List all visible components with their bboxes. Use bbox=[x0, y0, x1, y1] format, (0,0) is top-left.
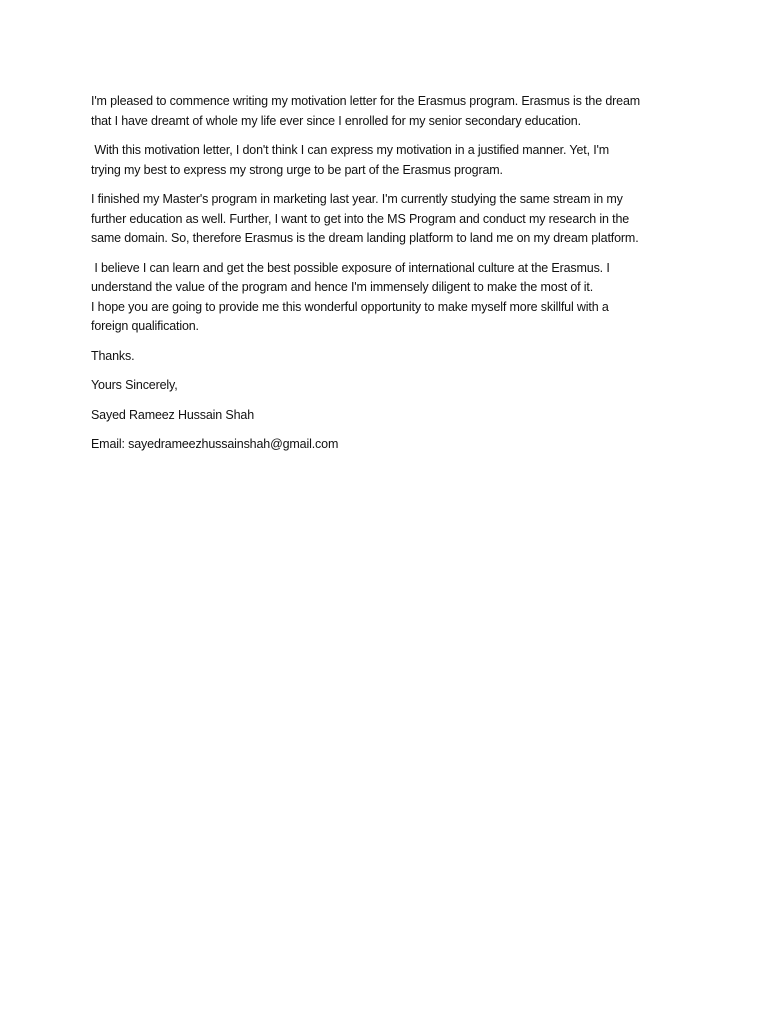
thanks-line: Thanks. bbox=[91, 348, 135, 363]
paragraph-line: I'm pleased to commence writing my motivation letter for the Erasmus program. Erasmus is the dream bbox=[91, 94, 641, 108]
paragraph-line: I finished my Master's program in marketing last year. I'm currently studying the same stream in my bbox=[91, 192, 623, 206]
paragraph-line: I believe I can learn and get the best possible exposure of international culture at the Erasmus. I bbox=[91, 260, 610, 275]
paragraph-line: I hope you are going to provide me this wonderful opportunity to make myself more skillful with a bbox=[91, 299, 609, 314]
signature-name: Sayed Rameez Hussain Shah bbox=[91, 407, 255, 422]
paragraph-line: same domain. So, therefore Erasmus is the dream landing platform to land me on my dream platform. bbox=[91, 231, 639, 245]
paragraph-line: that I have dreamt of whole my life ever since I enrolled for my senior secondary education. bbox=[91, 113, 581, 128]
paragraph-line: With this motivation letter, I don't think I can express my motivation in a justified manner. Yet, I'm bbox=[91, 143, 610, 157]
email-line: Email: sayedrameezhussainshah@gmail.com bbox=[91, 437, 339, 451]
paragraph-line: trying my best to express my strong urge to be part of the Erasmus program. bbox=[91, 162, 503, 177]
paragraph-education bbox=[91, 190, 678, 249]
paragraph-intro bbox=[91, 92, 678, 131]
paragraph-belief bbox=[91, 259, 678, 337]
paragraph-motivation bbox=[91, 141, 678, 180]
paragraph-line: understand the value of the program and hence I'm immensely diligent to make the most of it. bbox=[91, 280, 594, 294]
closing-line: Yours Sincerely, bbox=[91, 378, 178, 392]
letter-body bbox=[91, 92, 678, 455]
paragraph-line: further education as well. Further, I want to get into the MS Program and conduct my research in the bbox=[91, 211, 630, 226]
paragraph-line: foreign qualification. bbox=[91, 319, 199, 333]
